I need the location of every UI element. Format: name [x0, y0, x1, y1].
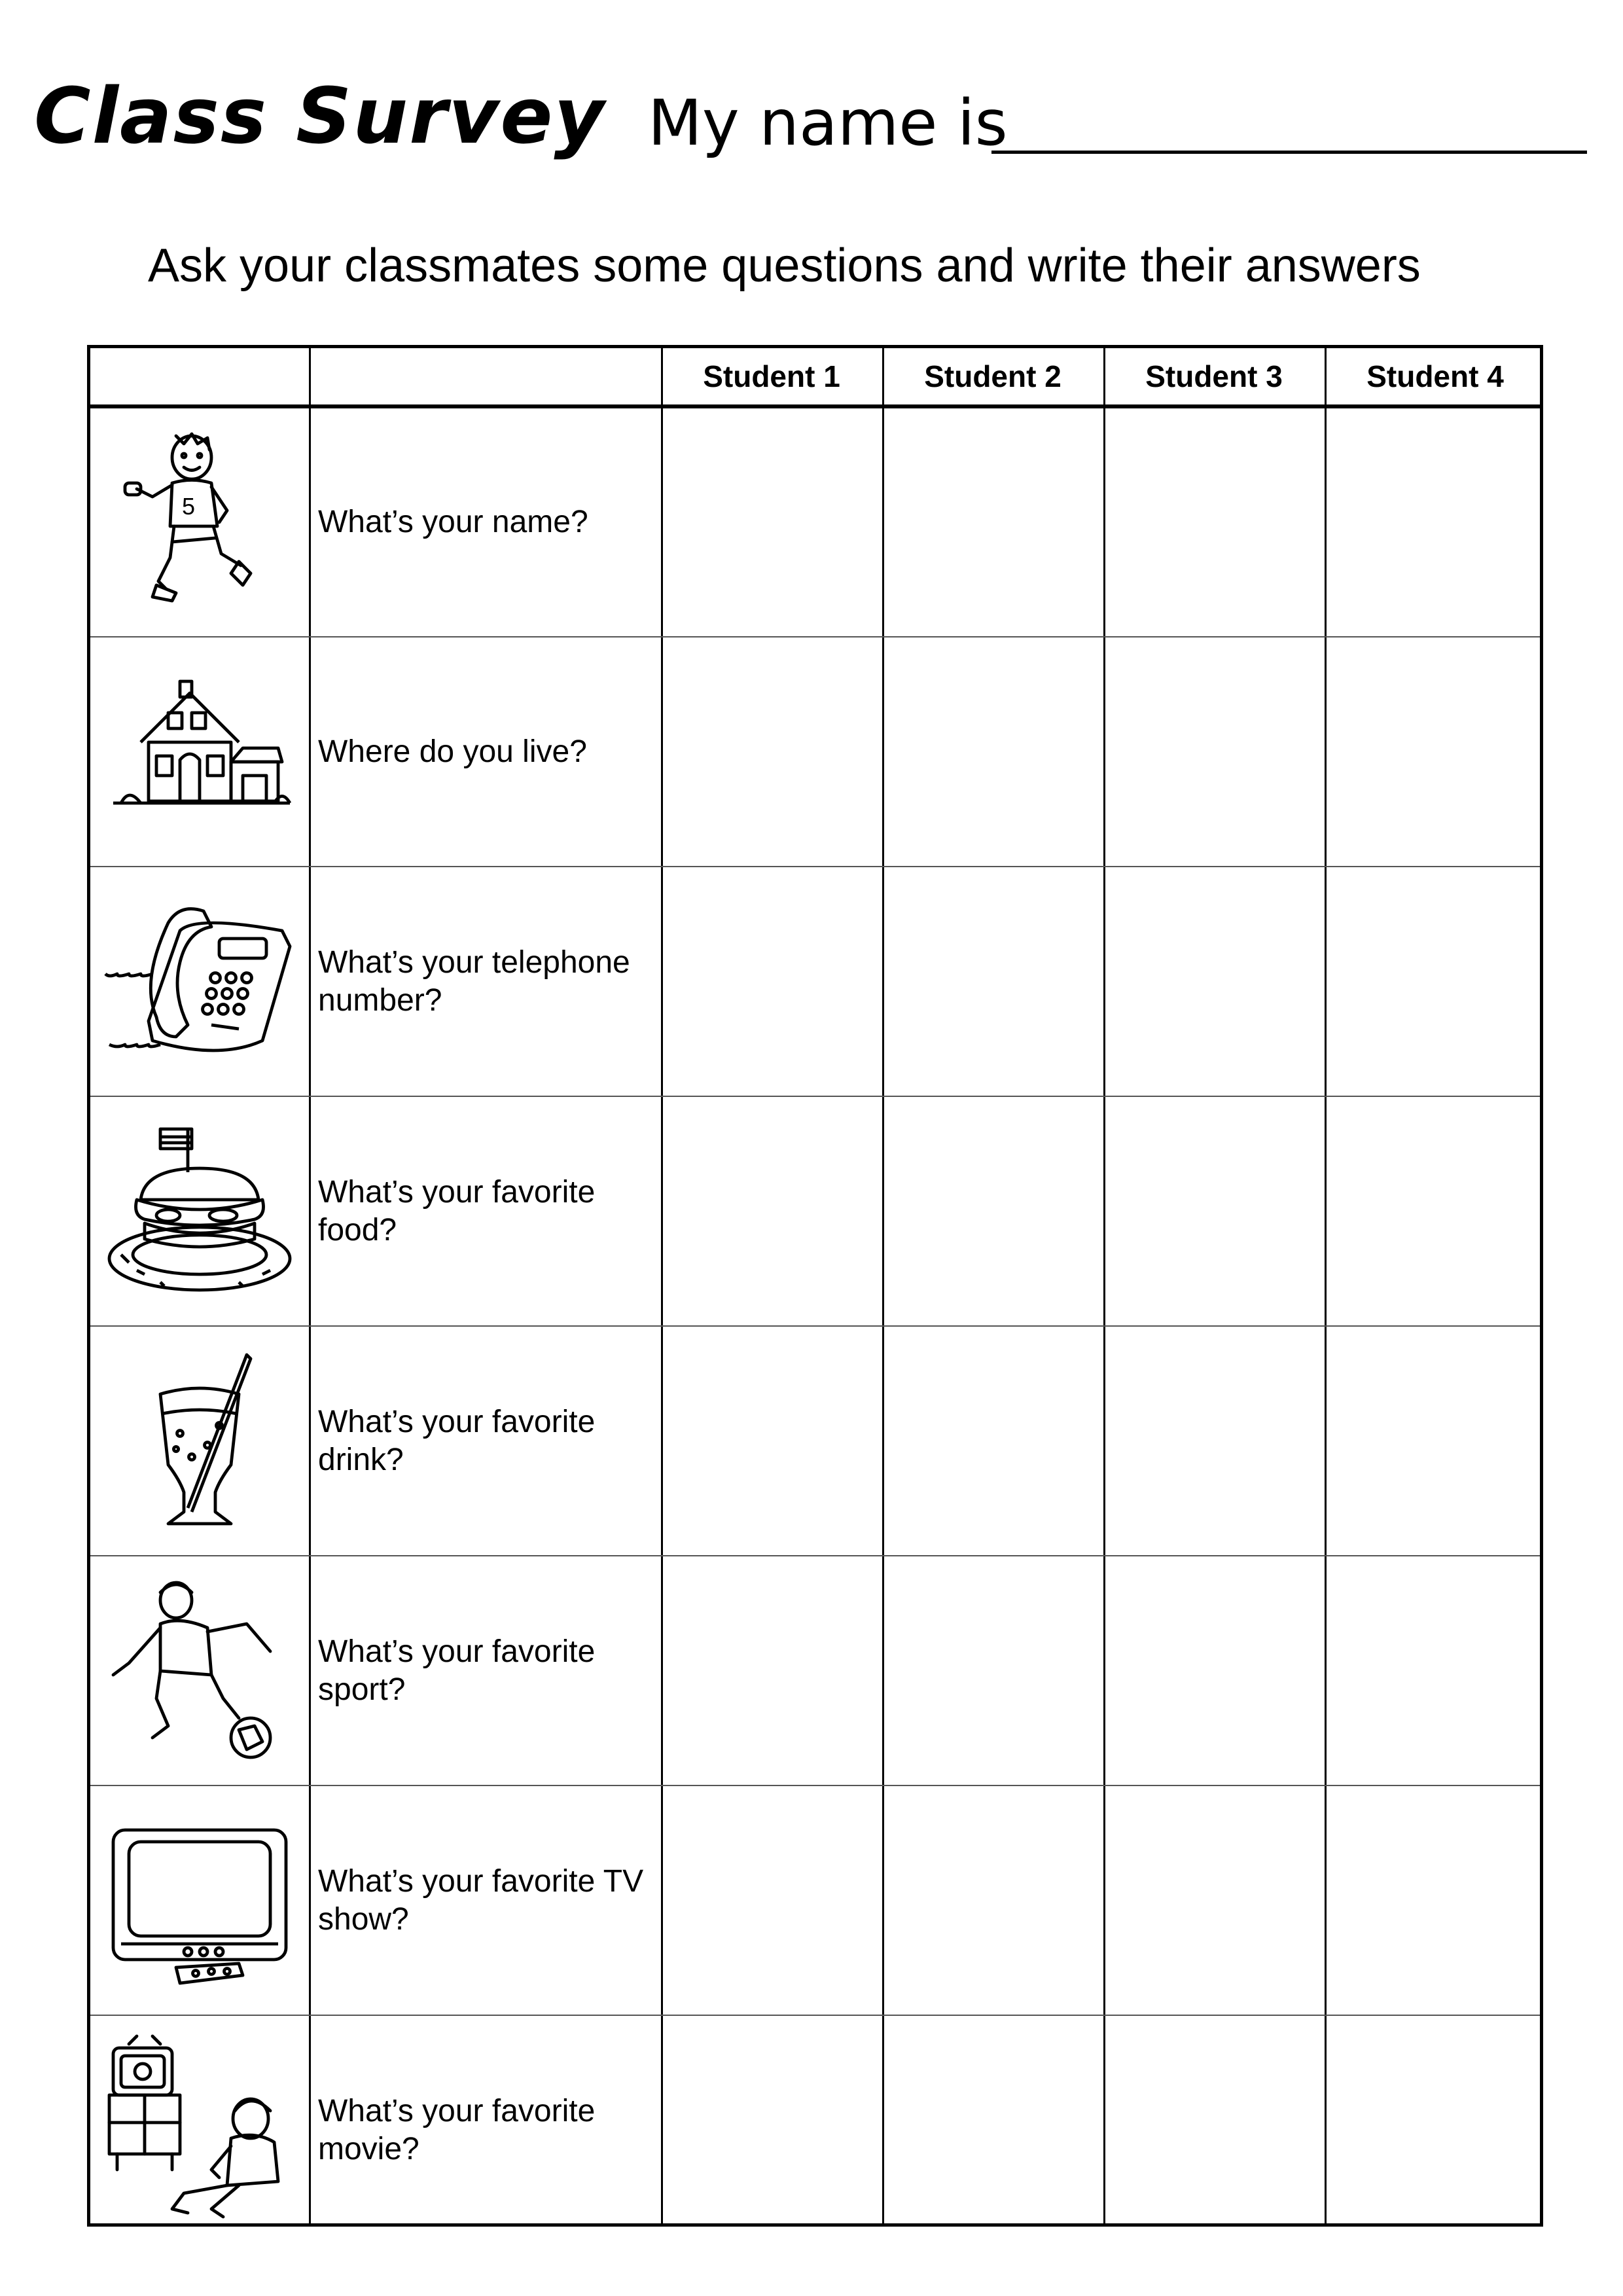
- instructions: Ask your classmates some questions and write their answers: [148, 240, 1421, 292]
- telephone-icon: [90, 868, 309, 1096]
- answer-cell-row8-student2[interactable]: [884, 2017, 1104, 2243]
- answer-cell-row6-student2[interactable]: [884, 1557, 1104, 1784]
- answer-cell-row2-student3[interactable]: [1105, 638, 1325, 865]
- answer-cell-row4-student2[interactable]: [884, 1098, 1104, 1324]
- answer-cell-row6-student4[interactable]: [1327, 1557, 1546, 1784]
- running-boy-icon: [90, 408, 309, 636]
- answer-cell-row6-student3[interactable]: [1105, 1557, 1325, 1784]
- row-divider: [90, 866, 1540, 867]
- answer-cell-row5-student4[interactable]: [1327, 1327, 1546, 1554]
- answer-cell-row3-student1[interactable]: [663, 868, 883, 1094]
- answer-cell-row2-student4[interactable]: [1327, 638, 1546, 865]
- answer-cell-row5-student1[interactable]: [663, 1327, 883, 1554]
- column-header-student-4: Student 4: [1366, 359, 1504, 393]
- answer-cell-row8-student1[interactable]: [663, 2017, 883, 2243]
- answer-cell-row8-student4[interactable]: [1327, 2017, 1546, 2243]
- question-telephone: What’s your telephone number?: [318, 945, 630, 1018]
- row-divider: [90, 1325, 1540, 1327]
- answer-cell-row5-student3[interactable]: [1105, 1327, 1325, 1554]
- question-drink: What’s your favorite drink?: [318, 1405, 596, 1477]
- question-food: What’s your favorite food?: [318, 1175, 596, 1247]
- answer-cell-row7-student1[interactable]: [663, 1787, 883, 2013]
- survey-table: [87, 345, 1543, 2227]
- answer-cell-row3-student2[interactable]: [884, 868, 1104, 1094]
- answer-cell-row1-student3[interactable]: [1105, 408, 1325, 635]
- answer-cell-row7-student3[interactable]: [1105, 1787, 1325, 2013]
- svg-text:5: 5: [182, 493, 196, 520]
- column-divider: [309, 348, 311, 2223]
- question-name: What’s your name?: [318, 505, 588, 540]
- question-tv-show: What’s your favorite TV show?: [318, 1864, 644, 1937]
- page-title: Class Survey: [34, 71, 606, 161]
- answer-cell-row1-student1[interactable]: [663, 408, 883, 635]
- answer-cell-row4-student1[interactable]: [663, 1098, 883, 1324]
- row-divider: [90, 1555, 1540, 1556]
- answer-cell-row6-student1[interactable]: [663, 1557, 883, 1784]
- question-movie: What’s your favorite movie?: [318, 2094, 596, 2166]
- row-divider: [90, 2015, 1540, 2016]
- soccer-player-icon: [90, 1557, 309, 1785]
- answer-cell-row8-student3[interactable]: [1105, 2017, 1325, 2243]
- name-write-line[interactable]: [991, 151, 1587, 154]
- name-label: My name is: [648, 86, 1008, 160]
- column-header-student-3: Student 3: [1145, 359, 1283, 393]
- row-divider: [90, 636, 1540, 637]
- boy-watching-tv-icon: [90, 2017, 309, 2244]
- row-divider: [90, 1096, 1540, 1097]
- row-divider: [90, 1785, 1540, 1786]
- television-icon: [90, 1787, 309, 2015]
- column-header-student-2: Student 2: [924, 359, 1061, 393]
- answer-cell-row1-student2[interactable]: [884, 408, 1104, 635]
- question-sport: What’s your favorite sport?: [318, 1634, 596, 1707]
- answer-cell-row2-student2[interactable]: [884, 638, 1104, 865]
- answer-cell-row1-student4[interactable]: [1327, 408, 1546, 635]
- house-icon: [90, 638, 309, 866]
- answer-cell-row7-student2[interactable]: [884, 1787, 1104, 2013]
- answer-cell-row5-student2[interactable]: [884, 1327, 1104, 1554]
- answer-cell-row3-student4[interactable]: [1327, 868, 1546, 1094]
- answer-cell-row4-student3[interactable]: [1105, 1098, 1325, 1324]
- answer-cell-row3-student3[interactable]: [1105, 868, 1325, 1094]
- column-header-student-1: Student 1: [703, 359, 840, 393]
- soda-glass-icon: [90, 1327, 309, 1555]
- question-where-live: Where do you live?: [318, 734, 587, 770]
- answer-cell-row4-student4[interactable]: [1327, 1098, 1546, 1324]
- answer-cell-row7-student4[interactable]: [1327, 1787, 1546, 2013]
- answer-cell-row2-student1[interactable]: [663, 638, 883, 865]
- hamburger-icon: [90, 1098, 309, 1325]
